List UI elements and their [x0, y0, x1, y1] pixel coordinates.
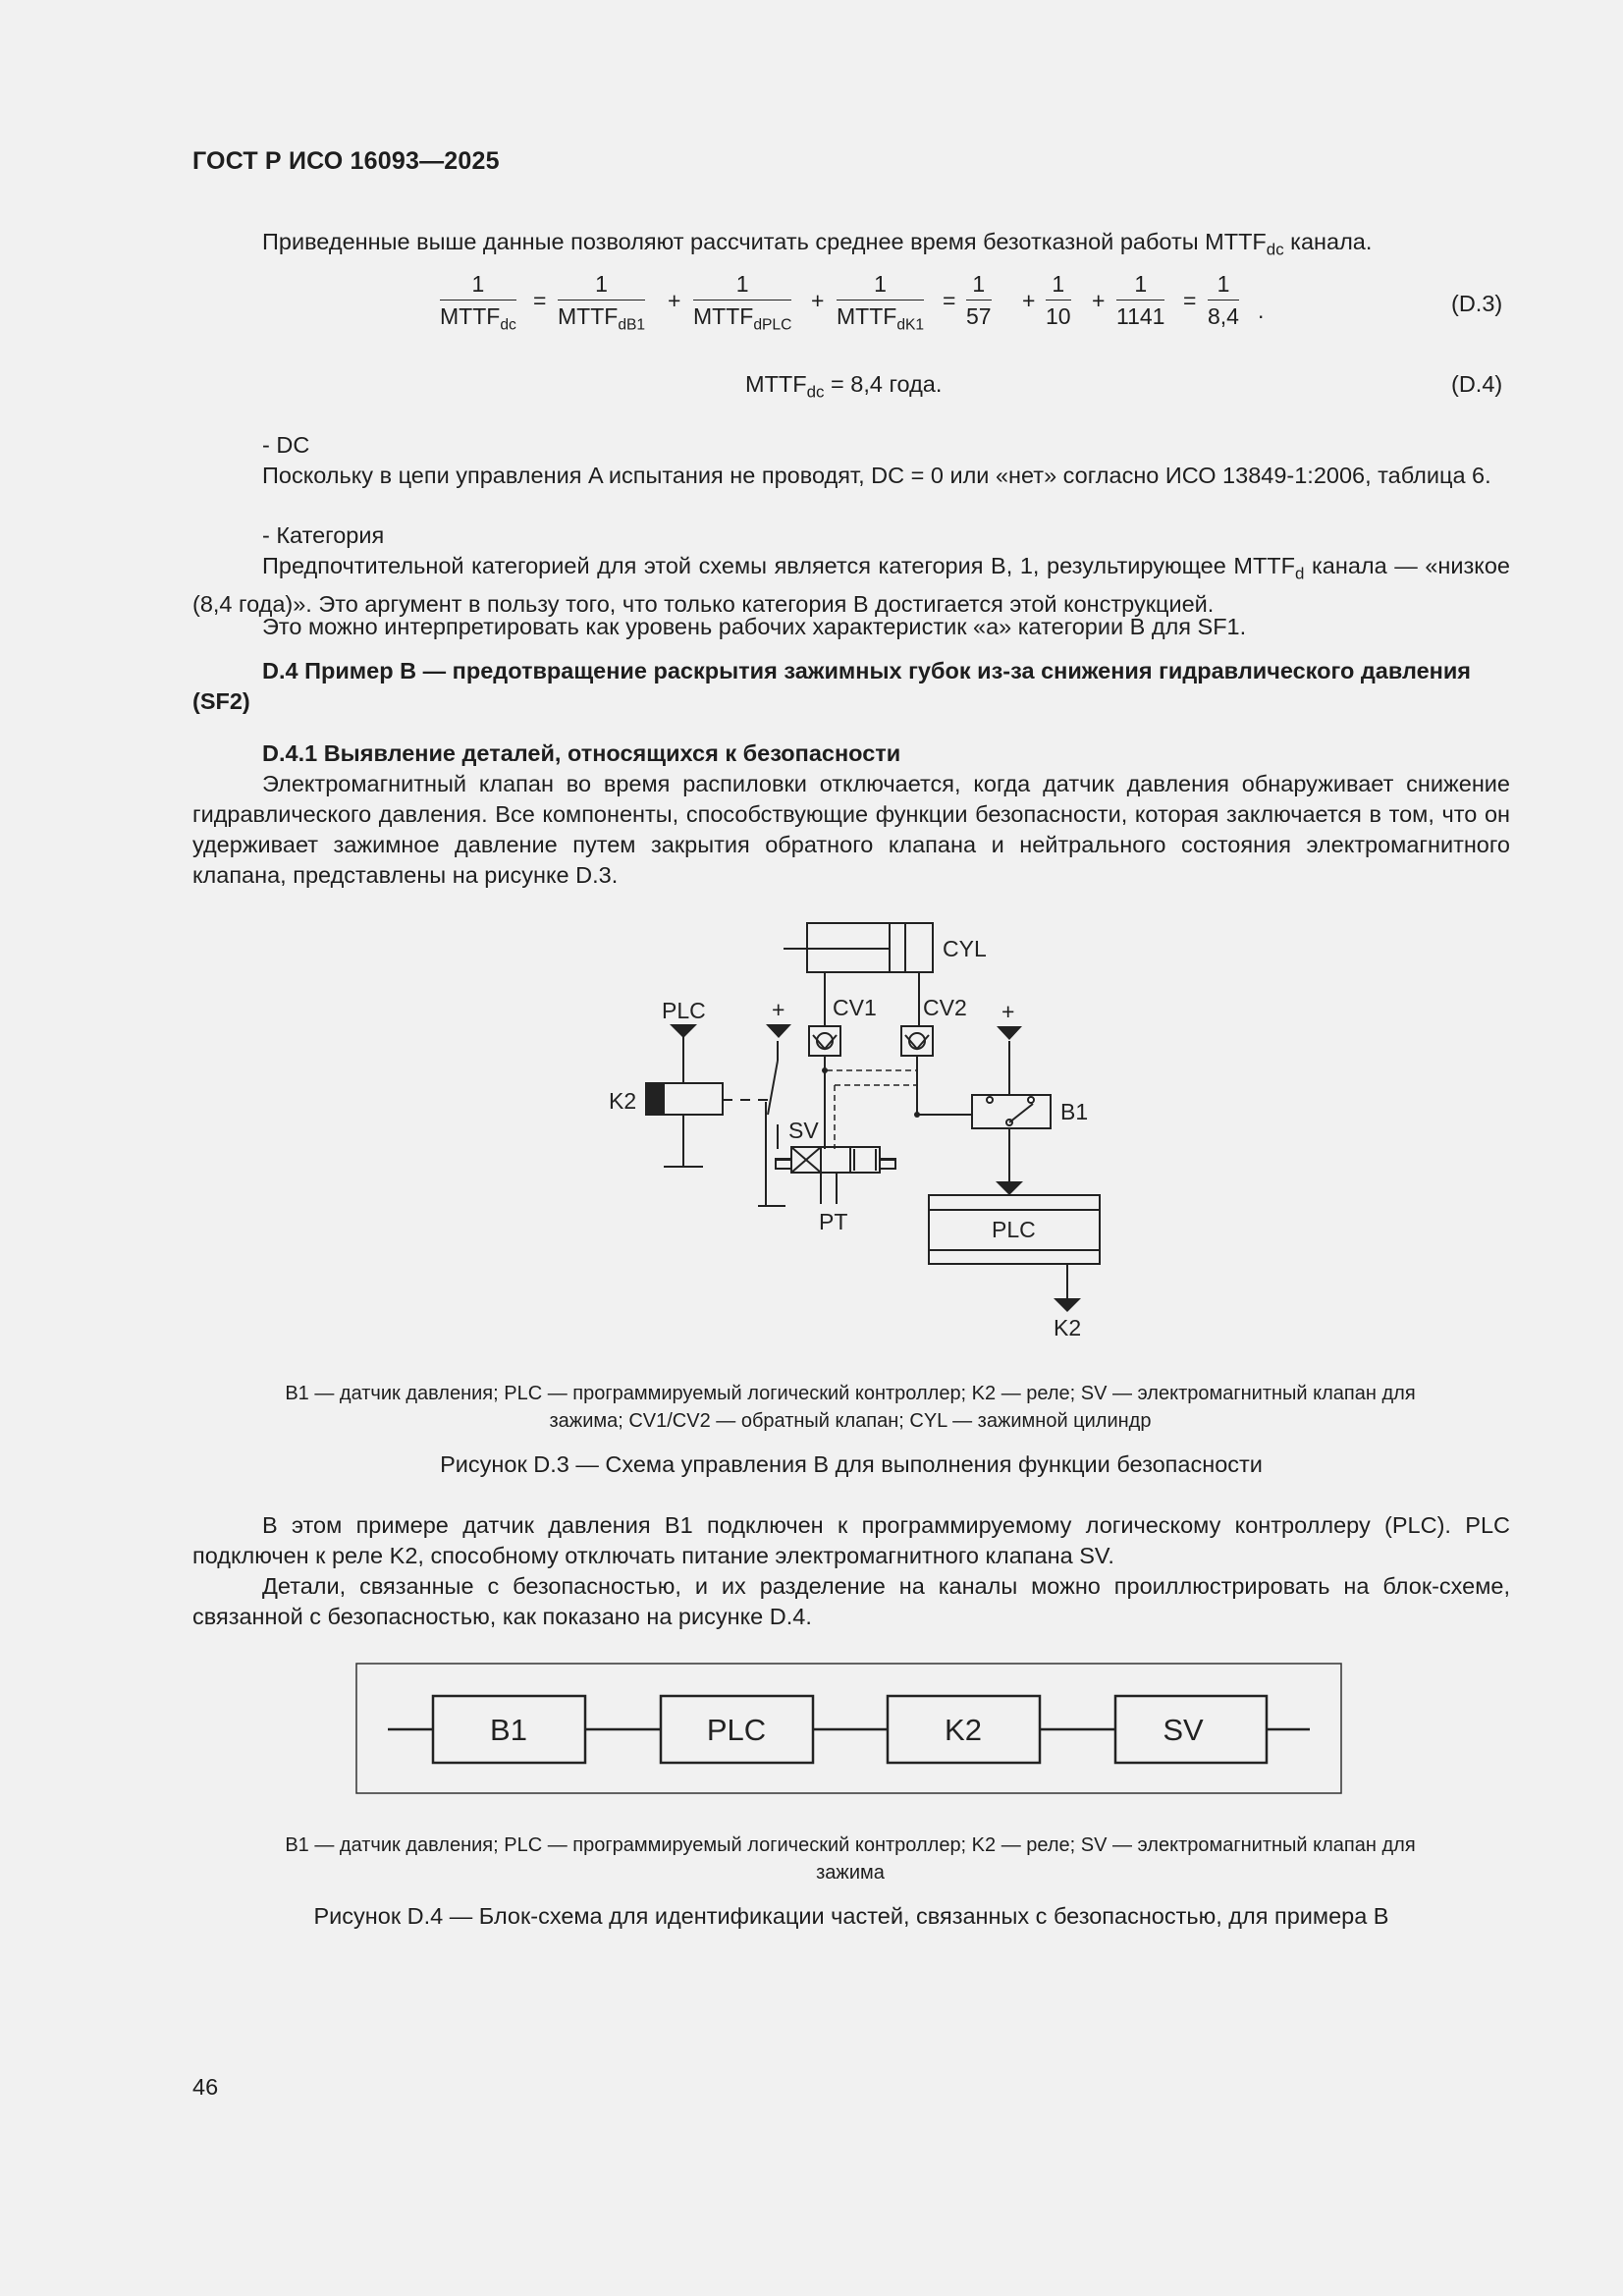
plc-to-k2-arrow — [1054, 1298, 1081, 1312]
eq-operator: + — [1022, 288, 1036, 313]
eq-term-2: 1 $MTTF_{dB1}$ — [558, 271, 646, 334]
after-figure-paragraph-2: Детали, связанные с безопасностью, и их разделение на каналы можно проиллюстрировать на блок-схеме, связанной с безопасностью, как показано на рисунке D.4. — [192, 1573, 1510, 1629]
intro-paragraph: Приведенные выше данные позволяют рассчитать среднее время безотказной работы $MTTF_{dc}$ канала. — [262, 229, 1373, 259]
block-label-k2: K2 — [945, 1713, 982, 1747]
supply-arrow-2 — [997, 1026, 1022, 1040]
eq-term-6: $\frac{1}{10}$ — [1046, 271, 1071, 329]
category-paragraph-2: Это можно интерпретировать как уровень рабочих характеристик «a» категории В для SF1. — [262, 614, 1247, 639]
section-title-d4: D.4 Пример B — предотвращение раскрытия зажимных губок из-за снижения гидравлического давления (SF2) — [192, 658, 1471, 714]
eq-operator: = — [533, 288, 547, 313]
label-plc-box: PLC — [992, 1217, 1036, 1242]
subsection-title-d41: D.4.1 Выявление деталей, относящихся к безопасности — [262, 740, 901, 766]
check-valve-cv2 — [901, 1026, 933, 1056]
label-cyl: CYL — [943, 936, 987, 961]
label-sv: SV — [788, 1118, 819, 1143]
eq-operator: = — [1183, 288, 1197, 313]
figure-d3-caption: Рисунок D.3 — Схема управления В для выполнения функции безопасности — [440, 1451, 1263, 1477]
figure-d4-block-diagram — [353, 1660, 1355, 1797]
eq-term-1: 1 $MTTF_{dc}$ — [440, 271, 516, 334]
block-label-plc: PLC — [706, 1713, 767, 1747]
dc-paragraph: Поскольку в цепи управления A испытания не проводят, DC = 0 или «нет» согласно ИСО 13849-1:2006, таблица 6. — [262, 463, 1491, 488]
list-item-category: - Категория — [262, 522, 385, 548]
block-label-sv: SV — [1163, 1713, 1204, 1747]
category-paragraph: Предпочтительной категорией для этой схемы является категория В, 1, результирующее $MTTF_d$ канала — «низкое (8,4 года)». Это аргумент в пользу того, что только категория В достигается этой конструкцией. — [192, 553, 1510, 617]
eq-term-3: 1 $MTTF_{dPLC}$ — [693, 271, 792, 334]
label-k2-bottom: K2 — [1054, 1315, 1082, 1340]
label-b1: B1 — [1060, 1099, 1089, 1124]
label-plus-2: + — [1001, 999, 1015, 1024]
figure-d3-circuit-diagram — [589, 903, 1139, 1355]
page-number: 46 — [192, 2074, 219, 2100]
eq-term-8: $\frac{1}{8,4}$ — [1208, 271, 1239, 329]
b1-to-plc-arrow — [996, 1181, 1023, 1195]
eq-operator: + — [668, 288, 681, 313]
list-item-dc: - DC — [262, 432, 310, 458]
label-plc-top: PLC — [662, 998, 706, 1023]
label-cv1: CV1 — [833, 995, 877, 1020]
section-d41-paragraph: Электромагнитный клапан во время распиловки отключается, когда датчик давления обнаруживает снижение гидравлического давления. Все компоненты, способствующие функции безопасности, которая заключается в том, что он удерживает зажимное давление путем закрытия обратного клапана и нейтрального состояния электромагнитного клапана, представлены на рисунке D.3. — [192, 771, 1510, 888]
eq-period: . — [1258, 298, 1265, 323]
label-pt: PT — [819, 1209, 848, 1234]
label-k2-left: K2 — [609, 1088, 637, 1114]
eq-operator: + — [1092, 288, 1106, 313]
supply-arrow-1 — [766, 1024, 791, 1038]
figure-d4-caption: Рисунок D.4 — Блок-схема для идентификации частей, связанных с безопасностью, для примера В — [313, 1903, 1389, 1929]
label-cv2: CV2 — [923, 995, 967, 1020]
figure-d3-legend: B1 — датчик давления; PLC — программируемый логический контроллер; K2 — реле; SV — электромагнитный клапан для зажима; CV1/CV2 — обратный клапан; CYL — зажимной цилиндр — [285, 1383, 1416, 1432]
plc-output-arrow — [670, 1024, 697, 1038]
figure-d4-legend: B1 — датчик давления; PLC — программируемый логический контроллер; K2 — реле; SV — электромагнитный клапан для зажима — [285, 1834, 1416, 1884]
eq-term-4: 1 $MTTF_{dK1}$ — [837, 271, 925, 334]
label-plus-1: + — [772, 997, 785, 1022]
eq-term-7: $\frac{1}{1141}$ — [1116, 271, 1165, 329]
equation-number-d4: (D.4) — [1451, 371, 1503, 397]
eq-operator: + — [811, 288, 825, 313]
block-label-b1: B1 — [490, 1713, 527, 1747]
eq-operator: = — [943, 288, 956, 313]
equation-number-d3: (D.3) — [1451, 291, 1503, 316]
check-valve-cv1 — [809, 1026, 840, 1056]
eq-term-5: $\frac{1}{57}$ — [966, 271, 992, 329]
equation-d4: $MTTF_{dc} = 8,4$ года. — [745, 371, 943, 402]
after-figure-paragraph-1: В этом примере датчик давления B1 подключен к программируемому логическому контроллеру (PLC). PLC подключен к реле K2, способному отключать питание электромагнитного клапана SV. — [192, 1512, 1510, 1568]
document-code: ГОСТ Р ИСО 16093—2025 — [192, 147, 500, 175]
